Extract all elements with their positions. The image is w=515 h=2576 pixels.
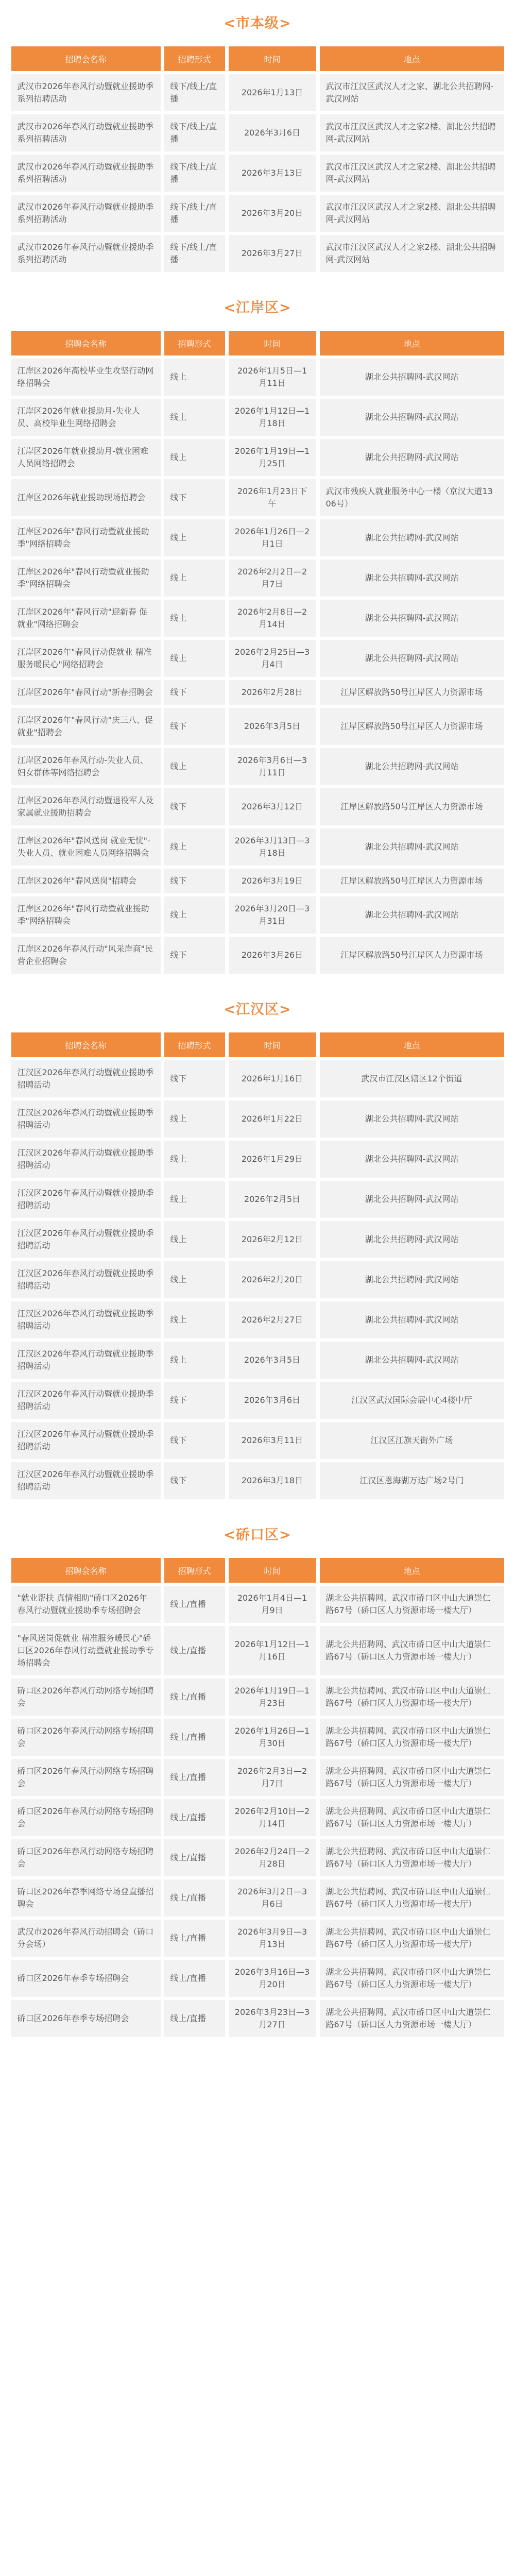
table-row — [11, 74, 504, 111]
cell-time: 2026年3月13日 — [229, 155, 316, 192]
cell-name: 江岸区2026年"春风送岗 就业无忧"-失业人员、就业困难人员网络招聘会 — [11, 828, 161, 866]
table-row — [11, 560, 504, 597]
cell-time: 2026年1月29日 — [229, 1141, 316, 1178]
cell-time: 2026年3月13日—3月18日 — [229, 828, 316, 866]
table-header-row — [11, 1032, 504, 1057]
district-title: <硚口区> — [224, 1527, 291, 1543]
table-row — [11, 195, 504, 232]
cell-time: 2026年1月12日—1月16日 — [229, 1626, 316, 1675]
table-row — [11, 1382, 504, 1419]
cell-time: 2026年3月6日 — [229, 1382, 316, 1419]
table-row — [11, 708, 504, 745]
cell-time: 2026年3月19日 — [229, 869, 316, 893]
table-row — [11, 748, 504, 785]
cell-time: 2026年1月19日—1月25日 — [229, 439, 316, 476]
cell-location: 湖北公共招聘网-武汉网站 — [320, 828, 504, 866]
cell-time: 2026年1月16日 — [229, 1060, 316, 1097]
cell-time: 2026年3月5日 — [229, 1342, 316, 1379]
header-form: 招聘形式 — [164, 1032, 225, 1057]
district-section — [0, 1502, 515, 2040]
cell-form: 线上 — [164, 600, 225, 637]
cell-form: 线上/直播 — [164, 1586, 225, 1623]
cell-name: 江岸区2026年就业援助月-就业困难人员网络招聘会 — [11, 439, 161, 476]
cell-location: 湖北公共招聘网-武汉网站 — [320, 1100, 504, 1138]
cell-name: 江岸区2026年"春风送岗"招聘会 — [11, 869, 161, 893]
table-row — [11, 600, 504, 637]
table-row — [11, 1301, 504, 1338]
cell-location: 湖北公共招聘网-武汉网站 — [320, 600, 504, 637]
cell-form: 线下 — [164, 479, 225, 516]
table-row — [11, 828, 504, 866]
header-form: 招聘形式 — [164, 331, 225, 355]
cell-name: 江汉区2026年春风行动暨就业援助季招聘活动 — [11, 1422, 161, 1459]
cell-location: 湖北公共招聘网-武汉网站 — [320, 560, 504, 597]
table-row — [11, 1422, 504, 1459]
cell-form: 线上/直播 — [164, 1960, 225, 1997]
cell-form: 线上 — [164, 1261, 225, 1298]
cell-form: 线上 — [164, 1301, 225, 1338]
cell-time: 2026年2月20日 — [229, 1261, 316, 1298]
cell-name: 江岸区2026年"春风行动"迎新春 促就业"网络招聘会 — [11, 600, 161, 637]
cell-form: 线下 — [164, 1422, 225, 1459]
cell-time: 2026年1月5日—1月11日 — [229, 359, 316, 396]
cell-location: 湖北公共招聘网、武汉市硚口区中山大道崇仁路67号（硚口区人力资源市场一楼大厅） — [320, 1626, 504, 1675]
table-row — [11, 1100, 504, 1138]
job-fair-table — [8, 328, 508, 977]
header-time: 时间 — [229, 1558, 316, 1583]
table-row — [11, 1719, 504, 1756]
cell-time: 2026年1月12日—1月18日 — [229, 399, 316, 436]
cell-time: 2026年1月13日 — [229, 74, 316, 111]
cell-form: 线上 — [164, 399, 225, 436]
cell-form: 线上/直播 — [164, 1799, 225, 1836]
cell-location: 武汉市江汉区武汉人才之家2楼、湖北公共招聘网-武汉网站 — [320, 155, 504, 192]
district-section — [0, 275, 515, 977]
cell-form: 线下/线上/直播 — [164, 195, 225, 232]
cell-name: 江汉区2026年春风行动暨就业援助季招聘活动 — [11, 1342, 161, 1379]
cell-time: 2026年3月23日—3月27日 — [229, 2000, 316, 2037]
district-title: <江岸区> — [224, 299, 291, 316]
cell-form: 线下/线上/直播 — [164, 155, 225, 192]
cell-time: 2026年3月2日—3月6日 — [229, 1879, 316, 1917]
table-header-row — [11, 331, 504, 355]
cell-form: 线上/直播 — [164, 1719, 225, 1756]
table-row — [11, 1679, 504, 1716]
cell-time: 2026年2月28日 — [229, 680, 316, 705]
cell-form: 线上 — [164, 1181, 225, 1218]
cell-name: 江汉区2026年春风行动暨就业援助季招聘活动 — [11, 1221, 161, 1258]
cell-name: 江岸区2026年春风行动"风采岸商"民营企业招聘会 — [11, 937, 161, 974]
cell-time: 2026年3月9日—3月13日 — [229, 1920, 316, 1957]
cell-name: 武汉市2026年春风行动暨就业援助季系列招聘活动 — [11, 195, 161, 232]
cell-form: 线下 — [164, 680, 225, 705]
cell-time: 2026年2月8日—2月14日 — [229, 600, 316, 637]
table-row — [11, 1879, 504, 1917]
cell-form: 线下 — [164, 1382, 225, 1419]
cell-form: 线上 — [164, 748, 225, 785]
cell-location: 湖北公共招聘网、武汉市硚口区中山大道崇仁路67号（硚口区人力资源市场一楼大厅） — [320, 1799, 504, 1836]
cell-name: 武汉市2026年春风行动暨就业援助季系列招聘活动 — [11, 74, 161, 111]
job-fair-table — [8, 43, 508, 275]
cell-form: 线下 — [164, 1462, 225, 1499]
table-row — [11, 359, 504, 396]
cell-name: 武汉市2026年春风行动暨就业援助季系列招聘活动 — [11, 114, 161, 151]
cell-location: 湖北公共招聘网-武汉网站 — [320, 1221, 504, 1258]
cell-form: 线上 — [164, 1342, 225, 1379]
cell-name: 江汉区2026年春风行动暨就业援助季招聘活动 — [11, 1301, 161, 1338]
cell-form: 线上 — [164, 828, 225, 866]
cell-name: 江汉区2026年春风行动暨就业援助季招聘活动 — [11, 1462, 161, 1499]
table-row — [11, 937, 504, 974]
cell-name: 硚口区2026年春季专场招聘会 — [11, 1960, 161, 1997]
cell-time: 2026年2月25日—3月4日 — [229, 640, 316, 677]
cell-name: 江岸区2026年"春风行动"新春招聘会 — [11, 680, 161, 705]
table-row — [11, 788, 504, 825]
cell-location: 江岸区解放路50号江岸区人力资源市场 — [320, 708, 504, 745]
cell-time: 2026年1月26日—1月30日 — [229, 1719, 316, 1756]
cell-form: 线上/直播 — [164, 1679, 225, 1716]
cell-name: 武汉市2026年春风行动暨就业援助季系列招聘活动 — [11, 155, 161, 192]
cell-form: 线上/直播 — [164, 1626, 225, 1675]
cell-form: 线上 — [164, 1141, 225, 1178]
cell-time: 2026年3月5日 — [229, 708, 316, 745]
header-time: 时间 — [229, 331, 316, 355]
section-spacer — [0, 977, 515, 986]
cell-location: 湖北公共招聘网、武汉市硚口区中山大道崇仁路67号（硚口区人力资源市场一楼大厅） — [320, 1759, 504, 1796]
cell-time: 2026年3月20日 — [229, 195, 316, 232]
table-row — [11, 2000, 504, 2037]
cell-name: "春风送岗促就业 精准服务暖民心"硚口区2026年春风行动暨就业援助季专场招聘会 — [11, 1626, 161, 1675]
header-location: 地点 — [320, 331, 504, 355]
table-row — [11, 1342, 504, 1379]
district-section — [0, 0, 515, 275]
cell-form: 线下 — [164, 788, 225, 825]
cell-name: 江岸区2026年"春风行动"庆三八、促就业"招聘会 — [11, 708, 161, 745]
cell-name: 江岸区2026年"春风行动暨就业援助季"网络招聘会 — [11, 560, 161, 597]
table-header-row — [11, 46, 504, 71]
cell-time: 2026年3月6日 — [229, 114, 316, 151]
cell-time: 2026年3月27日 — [229, 235, 316, 272]
table-row — [11, 1839, 504, 1876]
cell-time: 2026年1月26日—2月1日 — [229, 519, 316, 556]
cell-name: 江岸区2026年就业援助现场招聘会 — [11, 479, 161, 516]
cell-time: 2026年2月3日—2月7日 — [229, 1759, 316, 1796]
table-row — [11, 1799, 504, 1836]
cell-location: 湖北公共招聘网-武汉网站 — [320, 1261, 504, 1298]
cell-time: 2026年3月11日 — [229, 1422, 316, 1459]
cell-time: 2026年2月5日 — [229, 1181, 316, 1218]
cell-location: 湖北公共招聘网、武汉市硚口区中山大道崇仁路67号（硚口区人力资源市场一楼大厅） — [320, 2000, 504, 2037]
table-header-row — [11, 1558, 504, 1583]
cell-form: 线上 — [164, 560, 225, 597]
header-location: 地点 — [320, 46, 504, 71]
cell-location: 武汉市江汉区武汉人才之家2楼、湖北公共招聘网-武汉网站 — [320, 195, 504, 232]
header-location: 地点 — [320, 1558, 504, 1583]
cell-location: 武汉市江汉区武汉人才之家2楼、湖北公共招聘网-武汉网站 — [320, 235, 504, 272]
cell-name: 硚口区2026年春季网络专场登直播招聘会 — [11, 1879, 161, 1917]
cell-name: 江岸区2026年高校毕业生攻坚行动网络招聘会 — [11, 359, 161, 396]
cell-time: 2026年3月12日 — [229, 788, 316, 825]
cell-form: 线上 — [164, 1221, 225, 1258]
cell-location: 湖北公共招聘网-武汉网站 — [320, 359, 504, 396]
cell-form: 线下 — [164, 1060, 225, 1097]
cell-time: 2026年3月6日—3月11日 — [229, 748, 316, 785]
cell-location: 武汉市江汉区武汉人才之家、湖北公共招聘网-武汉网站 — [320, 74, 504, 111]
cell-location: 湖北公共招聘网-武汉网站 — [320, 1141, 504, 1178]
table-row — [11, 235, 504, 272]
table-row — [11, 869, 504, 893]
table-row — [11, 439, 504, 476]
cell-name: 江汉区2026年春风行动暨就业援助季招聘活动 — [11, 1100, 161, 1138]
cell-location: 湖北公共招聘网-武汉网站 — [320, 1301, 504, 1338]
cell-time: 2026年1月19日—1月23日 — [229, 1679, 316, 1716]
table-row — [11, 1221, 504, 1258]
cell-form: 线下 — [164, 869, 225, 893]
table-row — [11, 155, 504, 192]
cell-form: 线上 — [164, 359, 225, 396]
header-time: 时间 — [229, 1032, 316, 1057]
table-row — [11, 114, 504, 151]
header-name: 招聘会名称 — [11, 1558, 161, 1583]
district-section — [0, 977, 515, 1502]
cell-time: 2026年3月18日 — [229, 1462, 316, 1499]
cell-location: 湖北公共招聘网、武汉市硚口区中山大道崇仁路67号（硚口区人力资源市场一楼大厅） — [320, 1679, 504, 1716]
cell-form: 线下 — [164, 937, 225, 974]
cell-form: 线上/直播 — [164, 1879, 225, 1917]
cell-location: 湖北公共招聘网-武汉网站 — [320, 519, 504, 556]
table-row — [11, 1141, 504, 1178]
district-title: <市本级> — [224, 15, 291, 31]
cell-name: 江汉区2026年春风行动暨就业援助季招聘活动 — [11, 1181, 161, 1218]
header-location: 地点 — [320, 1032, 504, 1057]
cell-name: 江岸区2026年"春风行动暨就业援助季"网络招聘会 — [11, 896, 161, 934]
cell-name: 江岸区2026年"春风行动暨就业援助季"网络招聘会 — [11, 519, 161, 556]
table-row — [11, 1181, 504, 1218]
header-name: 招聘会名称 — [11, 1032, 161, 1057]
cell-location: 湖北公共招聘网-武汉网站 — [320, 640, 504, 677]
cell-name: "就业帮扶 真情相助"硚口区2026年春风行动暨就业援助季专场招聘会 — [11, 1586, 161, 1623]
cell-time: 2026年1月22日 — [229, 1100, 316, 1138]
cell-location: 湖北公共招聘网-武汉网站 — [320, 1342, 504, 1379]
header-name: 招聘会名称 — [11, 46, 161, 71]
cell-name: 江岸区2026年春风行动暨退役军人及家属就业援助招聘会 — [11, 788, 161, 825]
cell-name: 江汉区2026年春风行动暨就业援助季招聘活动 — [11, 1382, 161, 1419]
cell-location: 湖北公共招聘网、武汉市硚口区中山大道崇仁路67号（硚口区人力资源市场一楼大厅） — [320, 1879, 504, 1917]
cell-form: 线上/直播 — [164, 1920, 225, 1957]
cell-name: 江汉区2026年春风行动暨就业援助季招聘活动 — [11, 1060, 161, 1097]
cell-location: 湖北公共招聘网-武汉网站 — [320, 439, 504, 476]
cell-name: 硚口区2026年春风行动网络专场招聘会 — [11, 1799, 161, 1836]
cell-location: 湖北公共招聘网-武汉网站 — [320, 748, 504, 785]
cell-form: 线下/线上/直播 — [164, 114, 225, 151]
cell-time: 2026年3月26日 — [229, 937, 316, 974]
cell-name: 硚口区2026年春季专场招聘会 — [11, 2000, 161, 2037]
table-row — [11, 399, 504, 436]
cell-location: 江岸区解放路50号江岸区人力资源市场 — [320, 788, 504, 825]
table-row — [11, 479, 504, 516]
table-row — [11, 1920, 504, 1957]
cell-time: 2026年1月4日—1月9日 — [229, 1586, 316, 1623]
cell-time: 2026年1月23日下午 — [229, 479, 316, 516]
cell-form: 线上/直播 — [164, 1839, 225, 1876]
cell-time: 2026年2月27日 — [229, 1301, 316, 1338]
cell-name: 硚口区2026年春风行动网络专场招聘会 — [11, 1839, 161, 1876]
cell-location: 武汉市残疾人就业服务中心一楼（京汉大道1306号） — [320, 479, 504, 516]
cell-time: 2026年3月16日—3月20日 — [229, 1960, 316, 1997]
cell-name: 硚口区2026年春风行动网络专场招聘会 — [11, 1719, 161, 1756]
cell-time: 2026年3月20日—3月31日 — [229, 896, 316, 934]
cell-location: 江岸区解放路50号江岸区人力资源市场 — [320, 869, 504, 893]
table-row — [11, 1759, 504, 1796]
job-fair-table — [8, 1555, 508, 2040]
header-time: 时间 — [229, 46, 316, 71]
table-row — [11, 1626, 504, 1675]
cell-location: 江岸区解放路50号江岸区人力资源市场 — [320, 937, 504, 974]
table-row — [11, 1261, 504, 1298]
cell-form: 线上 — [164, 896, 225, 934]
cell-location: 武汉市江汉区辖区12个街道 — [320, 1060, 504, 1097]
cell-name: 江汉区2026年春风行动暨就业援助季招聘活动 — [11, 1261, 161, 1298]
table-row — [11, 1960, 504, 1997]
cell-form: 线上/直播 — [164, 1759, 225, 1796]
cell-name: 江岸区2026年"春风行动促就业 精准服务暖民心"网络招聘会 — [11, 640, 161, 677]
cell-location: 湖北公共招聘网-武汉网站 — [320, 896, 504, 934]
cell-location: 江汉区武汉国际会展中心4楼中厅 — [320, 1382, 504, 1419]
table-row — [11, 1462, 504, 1499]
cell-location: 湖北公共招聘网、武汉市硚口区中山大道崇仁路67号（硚口区人力资源市场一楼大厅） — [320, 1960, 504, 1997]
cell-form: 线下/线上/直播 — [164, 235, 225, 272]
section-spacer — [0, 275, 515, 284]
cell-form: 线上 — [164, 439, 225, 476]
cell-form: 线上/直播 — [164, 2000, 225, 2037]
district-title: <江汉区> — [224, 1001, 291, 1018]
cell-location: 湖北公共招聘网-武汉网站 — [320, 399, 504, 436]
cell-name: 江岸区2026年就业援助月-失业人员、高校毕业生网络招聘会 — [11, 399, 161, 436]
table-row — [11, 1586, 504, 1623]
cell-name: 江汉区2026年春风行动暨就业援助季招聘活动 — [11, 1141, 161, 1178]
table-row — [11, 896, 504, 934]
cell-name: 武汉市2026年春风行动招聘会（硚口分会场） — [11, 1920, 161, 1957]
cell-name: 硚口区2026年春风行动网络专场招聘会 — [11, 1759, 161, 1796]
cell-time: 2026年2月24日—2月28日 — [229, 1839, 316, 1876]
cell-name: 硚口区2026年春风行动网络专场招聘会 — [11, 1679, 161, 1716]
header-form: 招聘形式 — [164, 1558, 225, 1583]
cell-time: 2026年2月12日 — [229, 1221, 316, 1258]
cell-form: 线上 — [164, 1100, 225, 1138]
table-row — [11, 680, 504, 705]
job-fair-table — [8, 1029, 508, 1502]
cell-form: 线上 — [164, 640, 225, 677]
cell-location: 江岸区解放路50号江岸区人力资源市场 — [320, 680, 504, 705]
cell-location: 湖北公共招聘网、武汉市硚口区中山大道崇仁路67号（硚口区人力资源市场一楼大厅） — [320, 1920, 504, 1957]
cell-time: 2026年2月2日—2月7日 — [229, 560, 316, 597]
section-spacer — [0, 1502, 515, 1512]
cell-location: 湖北公共招聘网、武汉市硚口区中山大道崇仁路67号（硚口区人力资源市场一楼大厅） — [320, 1586, 504, 1623]
cell-name: 武汉市2026年春风行动暨就业援助季系列招聘活动 — [11, 235, 161, 272]
cell-location: 江汉区江旗天街外广场 — [320, 1422, 504, 1459]
cell-location: 湖北公共招聘网、武汉市硚口区中山大道崇仁路67号（硚口区人力资源市场一楼大厅） — [320, 1719, 504, 1756]
cell-location: 湖北公共招聘网、武汉市硚口区中山大道崇仁路67号（硚口区人力资源市场一楼大厅） — [320, 1839, 504, 1876]
cell-form: 线上 — [164, 519, 225, 556]
header-form: 招聘形式 — [164, 46, 225, 71]
cell-location: 湖北公共招聘网-武汉网站 — [320, 1181, 504, 1218]
header-name: 招聘会名称 — [11, 331, 161, 355]
cell-name: 江岸区2026年春风行动-失业人员、妇女群体等网络招聘会 — [11, 748, 161, 785]
cell-time: 2026年2月10日—2月14日 — [229, 1799, 316, 1836]
cell-location: 江汉区恩海湖万达广场2号门 — [320, 1462, 504, 1499]
table-row — [11, 519, 504, 556]
table-row — [11, 640, 504, 677]
cell-location: 武汉市江汉区武汉人才之家2楼、湖北公共招聘网-武汉网站 — [320, 114, 504, 151]
table-row — [11, 1060, 504, 1097]
cell-form: 线下/线上/直播 — [164, 74, 225, 111]
cell-form: 线下 — [164, 708, 225, 745]
